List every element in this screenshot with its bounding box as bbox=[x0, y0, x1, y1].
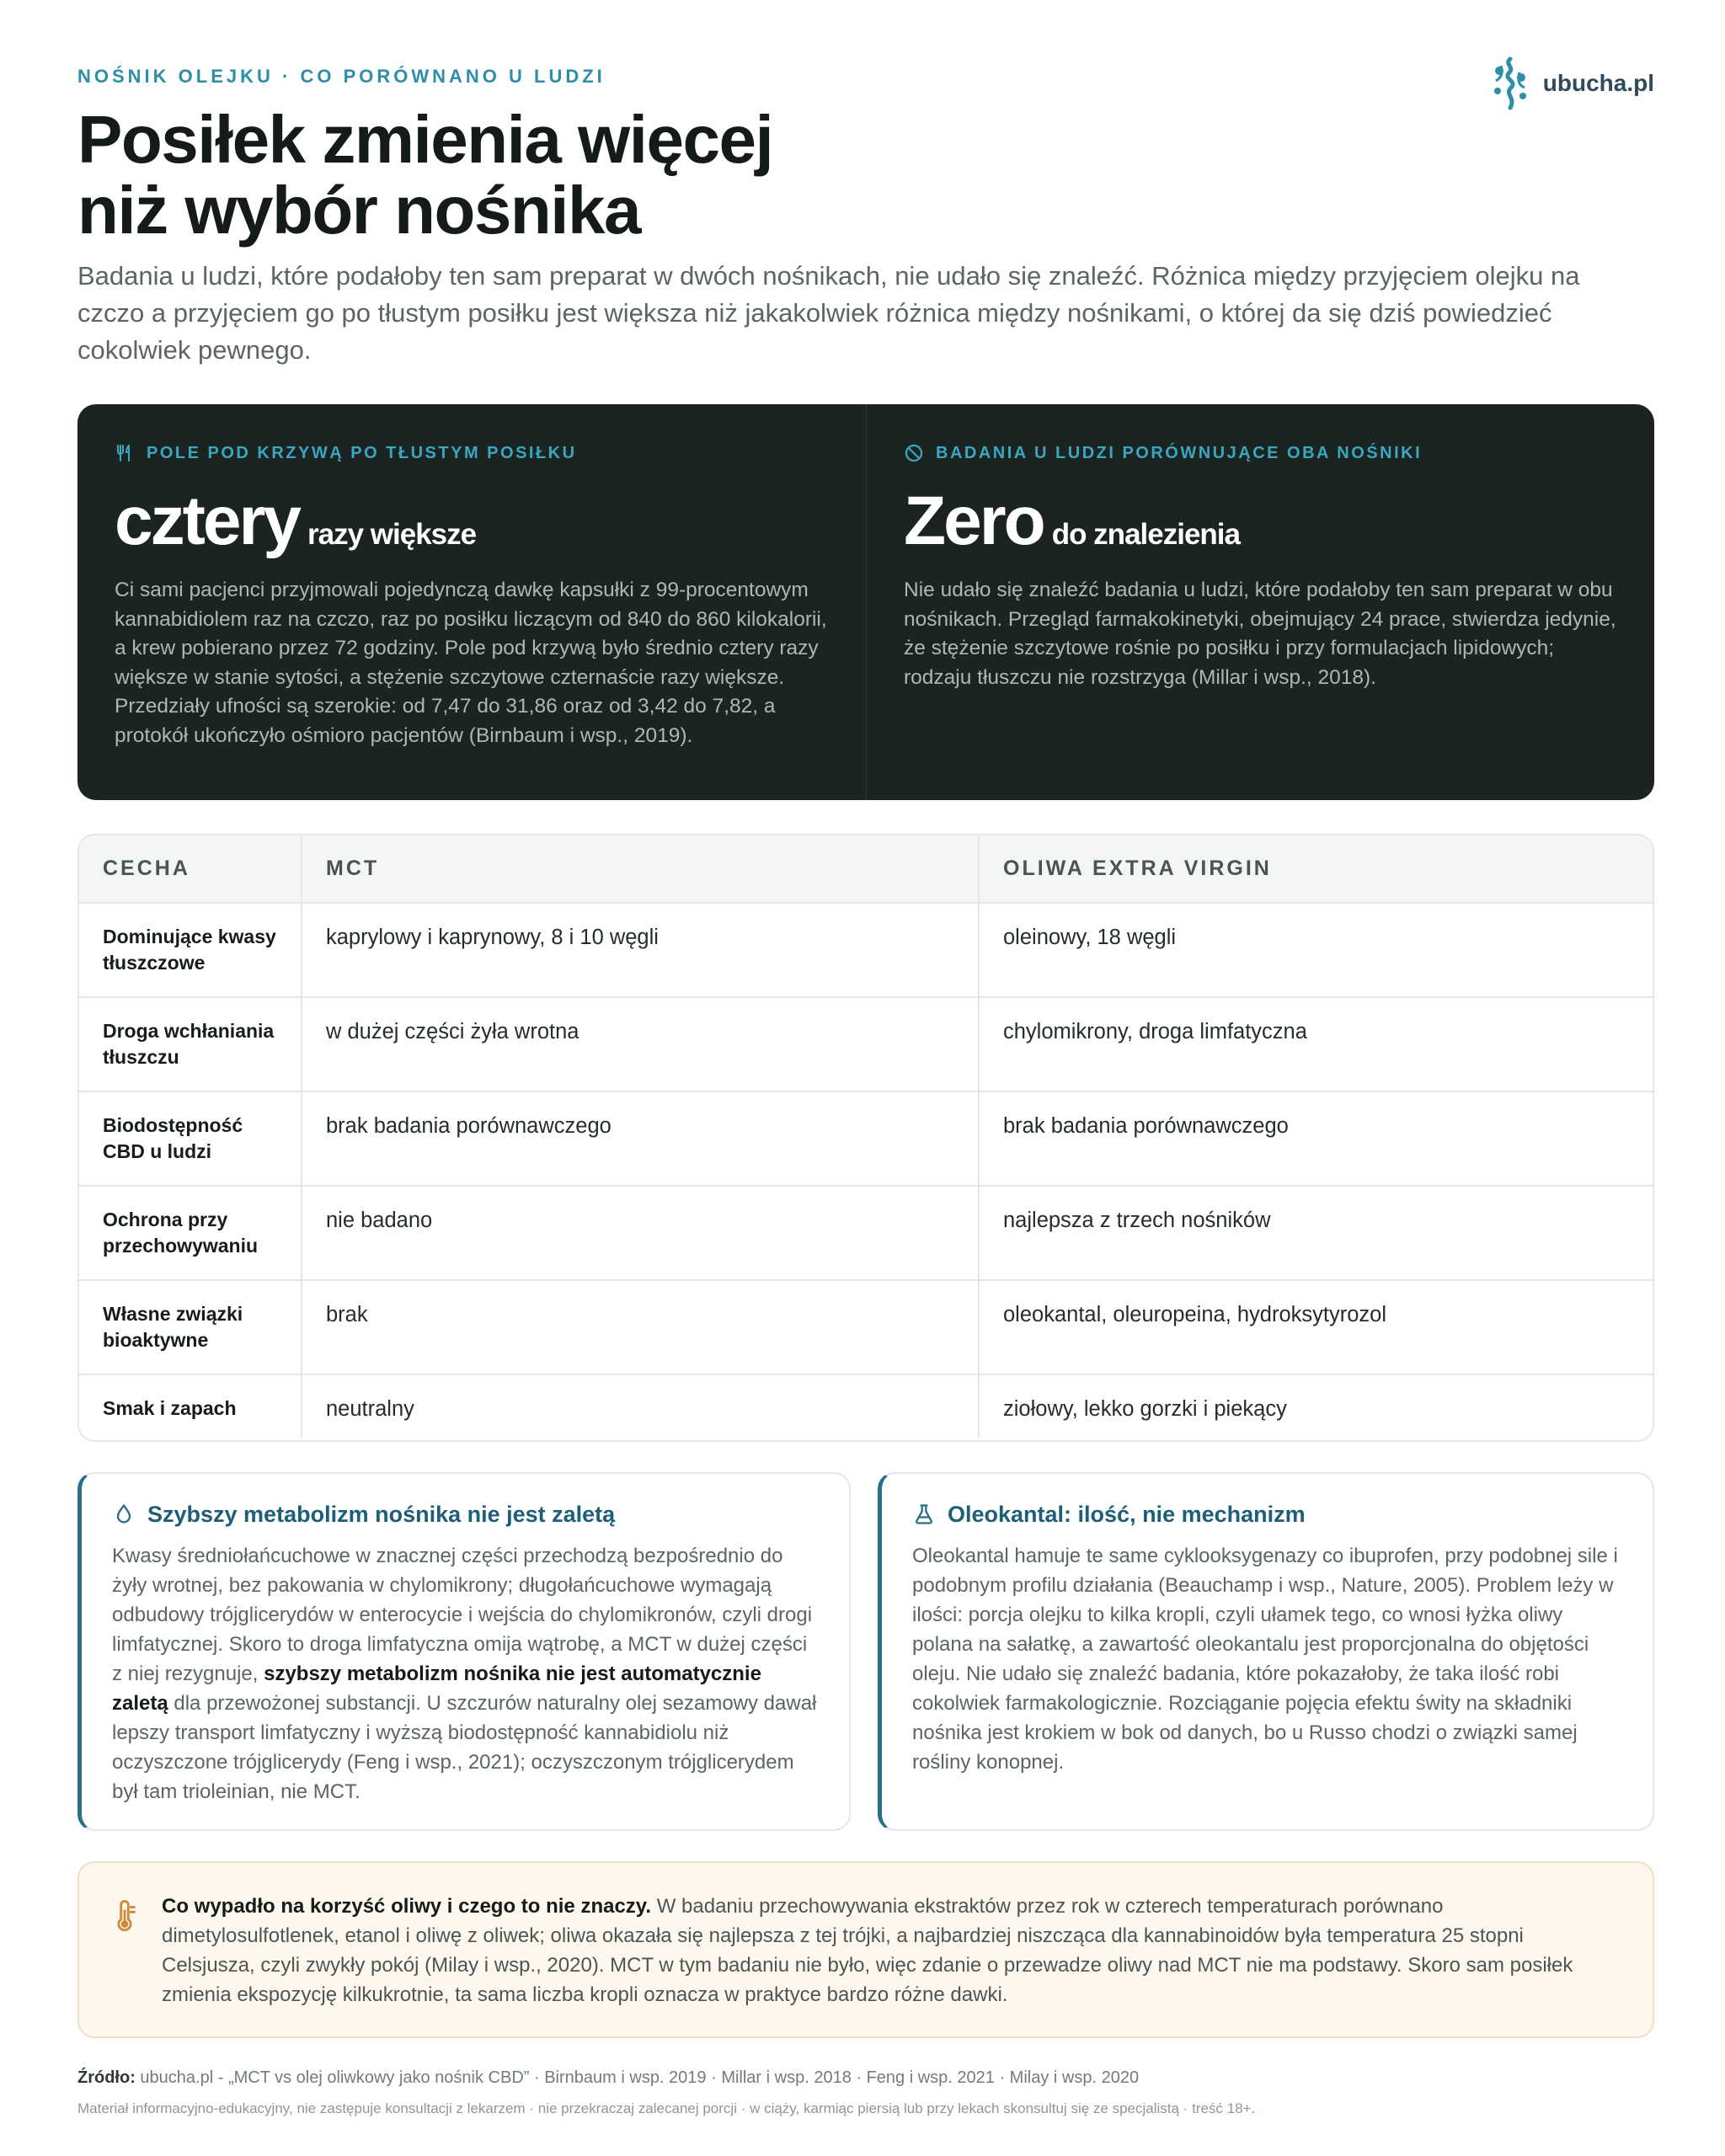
feature-cell: Biodostępność CBD u ludzi bbox=[79, 1091, 302, 1186]
mct-cell: brak bbox=[302, 1280, 979, 1374]
mct-cell: brak badania porównawczego bbox=[302, 1091, 979, 1186]
olive-oil-cell: oleokantal, oleuropeina, hydroksytyrozol bbox=[979, 1280, 1654, 1374]
mct-cell: w dużej części żyła wrotna bbox=[302, 997, 979, 1091]
stat-value: cztery bbox=[115, 483, 300, 559]
column-header-olive-oil: OLIWA EXTRA VIRGIN bbox=[979, 835, 1654, 903]
mct-cell: neutralny bbox=[302, 1374, 979, 1438]
card-body: Oleokantal hamuje te same cyklooksygenazy co ibuprofen, przy podobnej sile i podobnym profilu działania (Beauchamp i wsp., Nature, 2005). Problem leży w ilości: porcja olejku to kilka kropli, czyli ułamek tego, co wnosi łyżka oliwy polana na sałatkę, a zawartość oleokantalu jest proporcjonalna do objętości oleju. Nie udało się znaleźć badania, które pokazałoby, że taka ilość robi cokolwiek farmakologicznie. Rozciąganie pojęcia efektu świty na składniki nośnika jest krokiem w bok od danych, bo u Russo chodzi o związki samej rośliny konopnej. bbox=[912, 1545, 1618, 1774]
column-header-mct: MCT bbox=[302, 835, 979, 903]
feature-cell: Droga wchłaniania tłuszczu bbox=[79, 997, 302, 1091]
card-oleocanthal bbox=[878, 1472, 1654, 1831]
note-text: Co wypadło na korzyść oliwy i czego to nie znaczy. W badaniu przechowywania ekstraktów przez rok w czterech temperaturach porównano dimetylosulfotlenek, etanol i oliwę z oliwek; oliwa okazała się najlepsza z tej trójki, a najbardziej niszcząca dla kannabinoidów była temperatura 25 stopni Celsjusza, czyli zwykły pokój (Milay i wsp., 2020). MCT w tym badaniu nie było, więc zdanie o przewadze oliwy nad MCT nie ma podstawy. Skoro sam posiłek zmienia ekspozycję kilkukrotnie, ta sama liczba kropli oznacza w praktyce bardzo różne dawki. bbox=[162, 1895, 1573, 2006]
title-line-1: Posiłek zmienia więcej bbox=[77, 102, 773, 177]
disclaimer: Materiał informacyjno-edukacyjny, nie zastępuje konsultacji z lekarzem · nie przekraczaj zalecanej porcji · w ciąży, karmiąc piersią lub przy lekach skonsultuj się ze specjalistą · treść 18+. bbox=[77, 2100, 1256, 2116]
kicker: NOŚNIK OLEJKU · CO PORÓWNANO U LUDZI bbox=[77, 66, 606, 87]
stat-description: Ci sami pacjenci przyjmowali pojedynczą dawkę kapsułki z 99-procentowym kannabidiolem raz na czczo, raz po posiłku liczącym od 840 do 860 kilokalorii, a krew pobierano przez 72 godziny. Pole pod krzywą było średnio cztery razy większe w stanie sytości, a stężenie szczytowe czternaście razy większe. Przedziały ufności są szerokie: od 7,47 do 31,86 oraz od 3,42 do 7,82, a protokół ukończyło ośmioro pacjentów (Birnbaum i wsp., 2019). bbox=[115, 579, 827, 747]
note-lead: Co wypadło na korzyść oliwy i czego to nie znaczy. bbox=[162, 1895, 652, 1918]
table-row bbox=[79, 903, 1654, 997]
feature-cell: Dominujące kwasy tłuszczowe bbox=[79, 903, 302, 997]
olive-oil-cell: chylomikrony, droga limfatyczna bbox=[979, 997, 1654, 1091]
storage-note bbox=[77, 1861, 1654, 2038]
droplet-icon bbox=[112, 1502, 136, 1526]
table-row bbox=[79, 997, 1654, 1091]
stat-description: Nie udało się znaleźć badania u ludzi, które podałoby ten sam preparat w obu nośnikach. Przegląd farmakokinetyki, obejmujący 24 prace, stwierdza jedynie, że stężenie szczytowe rośnie po posiłku i przy formulacjach lipidowych; rodzaju tłuszczu nie rozstrzyga (Millar i wsp., 2018). bbox=[904, 579, 1616, 689]
feature-cell: Własne związki bioaktywne bbox=[79, 1280, 302, 1374]
stat-unit: razy większe bbox=[307, 518, 477, 551]
stats-panel bbox=[77, 404, 1654, 800]
page-title bbox=[77, 104, 1004, 246]
table-row bbox=[79, 1091, 1654, 1186]
source-line: Źródło: ubucha.pl - „MCT vs olej oliwkowy jako nośnik CBD” · Birnbaum i wsp. 2019 · Millar i wsp. 2018 · Feng i wsp. 2021 · Milay i wsp. 2020 bbox=[77, 2068, 1140, 2087]
title-line-2: niż wybór nośnika bbox=[77, 173, 640, 248]
brand-name: ubucha.pl bbox=[1542, 70, 1654, 96]
olive-oil-cell: najlepsza z trzech nośników bbox=[979, 1186, 1654, 1280]
table-row bbox=[79, 1280, 1654, 1374]
stat-fed-auc bbox=[77, 404, 866, 800]
card-metabolism bbox=[77, 1472, 851, 1831]
utensils-icon bbox=[115, 443, 135, 463]
stat-human-studies bbox=[866, 404, 1654, 800]
lede: Badania u ludzi, które podałoby ten sam preparat w dwóch nośnikach, nie udało się znaleźć. Różnica między przyjęciem olejku na czczo a przyjęciem go po tłustym posiłku jest większa niż jakakolwiek różnica między nośnikami, o której da się dziś powiedzieć cokolwiek pewnego. bbox=[77, 261, 1580, 365]
card-highlight: szybszy metabolizm nośnika nie jest automatycznie zaletą bbox=[112, 1662, 761, 1715]
column-header-feature: CECHA bbox=[79, 835, 302, 903]
olive-oil-cell: oleinowy, 18 węgli bbox=[979, 903, 1654, 997]
feature-cell: Smak i zapach bbox=[103, 1397, 237, 1419]
mct-cell: kaprylowy i kaprynowy, 8 i 10 węgli bbox=[302, 903, 979, 997]
stat-label: POLE POD KRZYWĄ PO TŁUSTYM POSIŁKU bbox=[147, 443, 577, 462]
card-title: Szybszy metabolizm nośnika nie jest zaletą bbox=[147, 1501, 616, 1527]
brand-logo[interactable] bbox=[1489, 56, 1654, 111]
thermometer-icon bbox=[109, 1900, 140, 1934]
stat-label: BADANIA U LUDZI PORÓWNUJĄCE OBA NOŚNIKI bbox=[936, 443, 1423, 462]
table-header-row bbox=[79, 835, 1654, 903]
olive-oil-cell: brak badania porównawczego bbox=[979, 1091, 1654, 1186]
table-row bbox=[79, 1186, 1654, 1280]
kombucha-logo-icon bbox=[1489, 56, 1531, 111]
comparison-table bbox=[77, 834, 1654, 1442]
infographic bbox=[77, 0, 1654, 2156]
table-row bbox=[79, 1374, 1654, 1438]
flask-icon bbox=[912, 1502, 936, 1526]
card-title: Oleokantal: ilość, nie mechanizm bbox=[948, 1501, 1306, 1527]
stat-value: Zero bbox=[904, 483, 1044, 559]
mct-cell: nie badano bbox=[302, 1186, 979, 1280]
card-body: Kwasy średniołańcuchowe w znacznej części przechodzą bezpośrednio do żyły wrotnej, bez pakowania w chylomikrony; długołańcuchowe wymagają odbudowy trójglicerydów w enterocycie i wejścia do chylomikronów, czyli drogi limfatycznej. Skoro to droga limfatyczna omija wątrobę, a MCT w dużej części z niej rezygnuje, szybszy metabolizm nośnika nie jest automatycznie zaletą dla przewożonej substancji. U szczurów naturalny olej sezamowy dawał lepszy transport limfatyczny i wyższą biodostępność kannabidiolu niż oczyszczone trójglicerydy (Feng i wsp., 2021); oczyszczonym trójglicerydem był tam trioleinian, nie MCT. bbox=[112, 1545, 817, 1803]
olive-oil-cell: ziołowy, lekko gorzki i piekący bbox=[979, 1374, 1654, 1438]
stat-unit: do znalezienia bbox=[1051, 518, 1240, 551]
ban-icon bbox=[904, 443, 924, 463]
feature-cell: Ochrona przy przechowywaniu bbox=[79, 1186, 302, 1280]
